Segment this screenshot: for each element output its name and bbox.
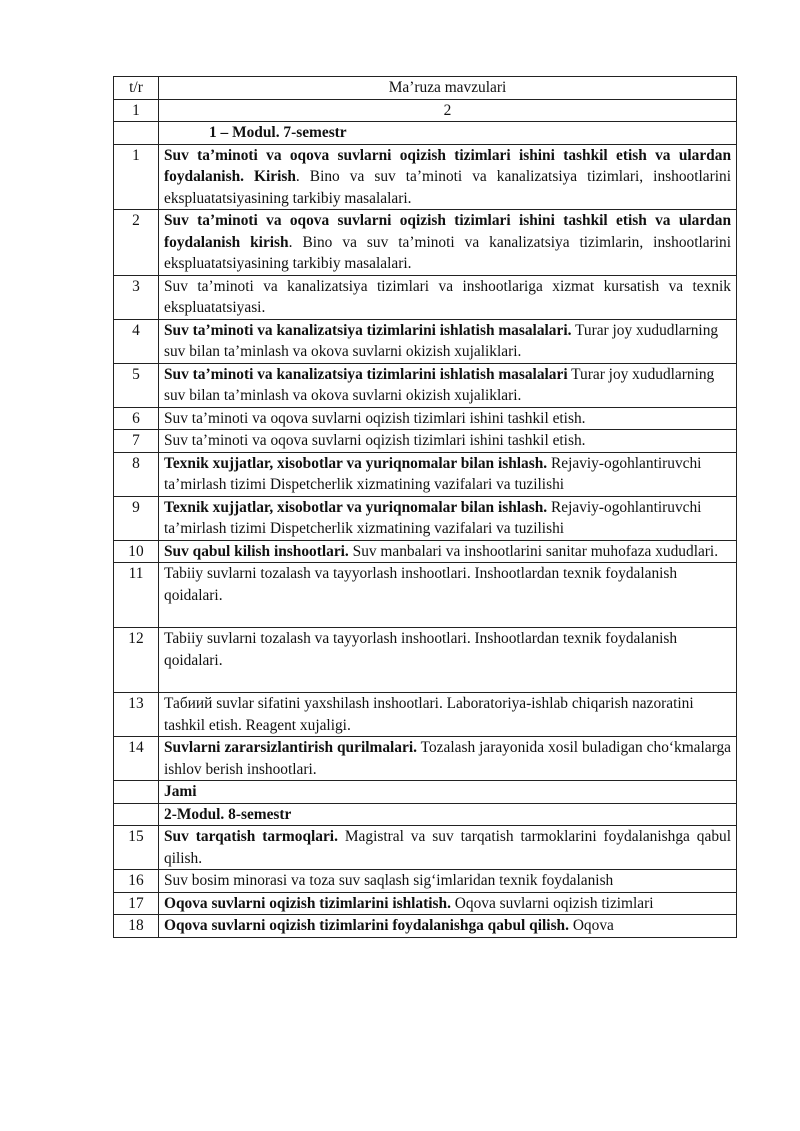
topic-text: Rejaviy-ogohlantiruvchi ta’mirlash tizimi Dispetcherlik xizmatining vazifalari va tuzilishi <box>164 454 702 493</box>
row-topic <box>159 870 737 893</box>
row-number: 3 <box>114 275 159 319</box>
row-number: 7 <box>114 430 159 453</box>
row-number: 13 <box>114 693 159 737</box>
topic-title: Suv ta’minoti va oqova suvlarni oqizish tizimlari ishini tashkil etish va ulardan foydalanish. Kirish <box>164 146 731 185</box>
row-number: 5 <box>114 363 159 407</box>
topic-title: Suv ta’minoti va kanalizatsiya tizimlarini ishlatish masalalari. <box>164 321 572 339</box>
row-topic <box>159 628 737 693</box>
column-number-row <box>114 99 737 122</box>
table-row <box>114 363 737 407</box>
row-number: 18 <box>114 915 159 938</box>
module-2-row <box>114 803 737 826</box>
topic-text: Turar joy xududlarning suv bilan ta’minlash va okova suvlarni okizish xujaliklari. <box>164 365 715 404</box>
row-number: 10 <box>114 540 159 563</box>
header-num: t/r <box>114 77 159 100</box>
topic-title: Texnik xujjatlar, xisobotlar va yuriqnomalar bilan ishlash. <box>164 498 548 516</box>
table-row <box>114 870 737 893</box>
row-topic <box>159 319 737 363</box>
table-row <box>114 430 737 453</box>
jami-label: Jami <box>164 783 197 800</box>
row-topic <box>159 563 737 628</box>
topic-title: Texnik xujjatlar, xisobotlar va yuriqnomalar bilan ishlash. <box>164 454 548 472</box>
header-title: Ma’ruza mavzulari <box>159 77 737 100</box>
row-number: 15 <box>114 826 159 870</box>
topic-text: Oqova suvlarni oqizish tizimlari <box>450 894 654 912</box>
topic-text: Suv ta’minoti va oqova suvlarni oqizish tizimlari ishini tashkil etish. <box>164 409 586 427</box>
row-topic <box>159 915 737 938</box>
topic-text: Suv manbalari va inshootlarini sanitar muhofaza xududlari. <box>348 542 719 560</box>
topic-text: Tabiiy suvlarni tozalash va tayyorlash inshootlari. Inshootlardan texnik foydalanish qoidalari. <box>164 565 678 604</box>
table-row <box>114 563 737 628</box>
row-number: 6 <box>114 407 159 430</box>
table-row <box>114 407 737 430</box>
topic-title: Oqova suvlarni oqizish tizimlarini foydalanishga qabul qilish. <box>164 917 569 934</box>
row-number: 14 <box>114 737 159 781</box>
row-number: 1 <box>114 144 159 210</box>
table-row <box>114 452 737 496</box>
row-topic <box>159 892 737 915</box>
module-1-row <box>114 122 737 145</box>
row-topic <box>159 737 737 781</box>
table-row <box>114 826 737 870</box>
row-number: 4 <box>114 319 159 363</box>
table-row <box>114 144 737 210</box>
table-row <box>114 496 737 540</box>
table-header-row <box>114 77 737 100</box>
row-topic <box>159 540 737 563</box>
lecture-topics-table <box>113 76 737 938</box>
topic-text: Suv ta’minoti va oqova suvlarni oqizish tizimlari ishini tashkil etish. <box>164 432 586 449</box>
table-row <box>114 275 737 319</box>
row-number: 2 <box>114 210 159 276</box>
topic-text: Magistral va suv tarqatish tarmoklarini foydalanishga qabul qilish. <box>164 828 732 867</box>
row-topic <box>159 452 737 496</box>
row-number: 9 <box>114 496 159 540</box>
row-number: 17 <box>114 892 159 915</box>
topic-text: Suv ta’minoti va kanalizatsiya tizimlari va inshootlariga xizmat kursatish va texnik ekspluatatsiyasi. <box>164 277 731 316</box>
row-topic <box>159 407 737 430</box>
topic-text: Табиий suvlar sifatini yaxshilash inshootlari. Laboratoriya-ishlab chiqarish nazoratini tashkil etish. Reagent xujaligi. <box>164 695 694 734</box>
colnum-1: 1 <box>114 99 159 122</box>
module-1-heading: 1 – Modul. 7-semestr <box>209 124 347 141</box>
row-topic <box>159 144 737 210</box>
row-number: 8 <box>114 452 159 496</box>
topic-title: Suv ta’minoti va oqova suvlarni oqizish tizimlari ishini tashkil etish va ulardan foydalanish kirish <box>164 212 731 251</box>
table-row <box>114 540 737 563</box>
topic-text: Oqova <box>568 917 614 934</box>
topic-text: Tozalash jarayonida xosil buladigan cho‘kmalarga ishlov berish inshootlari. <box>164 739 731 778</box>
row-number: 12 <box>114 628 159 693</box>
topic-text: Rejaviy-ogohlantiruvchi ta’mirlash tizimi Dispetcherlik xizmatining vazifalari va tuzilishi <box>164 498 702 537</box>
topic-text: Turar joy xududlarning suv bilan ta’minlash va okova suvlarni okizish xujaliklari. <box>164 321 719 360</box>
row-number: 16 <box>114 870 159 893</box>
row-topic <box>159 210 737 276</box>
topic-title: Oqova suvlarni oqizish tizimlarini ishlatish. <box>164 894 451 912</box>
topic-text: . Bino va suv ta’minoti va kanalizatsiya tizimlarin, inshootlarini ekspluatatsiyasining tarkibiy masalalari. <box>164 233 731 272</box>
topic-text: . Bino va suv ta’minoti va kanalizatsiya tizimlari, inshootlarini ekspluatatsiyasining tarkibiy masalalari. <box>164 168 731 207</box>
module-2-rows <box>114 826 737 938</box>
row-number: 11 <box>114 563 159 628</box>
module-1-rows <box>114 144 737 781</box>
topic-title: Suv ta’minoti va kanalizatsiya tizimlarini ishlatish masalalari <box>164 365 568 383</box>
row-topic <box>159 430 737 453</box>
topic-title: Suv tarqatish tarmoqlari. <box>164 828 338 845</box>
table-row <box>114 319 737 363</box>
table-row <box>114 693 737 737</box>
row-topic <box>159 275 737 319</box>
topic-text: Tabiiy suvlarni tozalash va tayyorlash inshootlari. Inshootlardan texnik foydalanish qoidalari. <box>164 630 678 669</box>
table-row <box>114 737 737 781</box>
table-row <box>114 210 737 276</box>
topic-title: Suv qabul kilish inshootlari. <box>164 542 349 560</box>
row-topic <box>159 693 737 737</box>
colnum-2: 2 <box>159 99 737 122</box>
table-row <box>114 892 737 915</box>
module-2-heading: 2-Modul. 8-semestr <box>164 805 292 823</box>
row-topic <box>159 826 737 870</box>
row-topic <box>159 496 737 540</box>
topic-title: Suvlarni zararsizlantirish qurilmalari. <box>164 739 417 756</box>
table-row <box>114 915 737 938</box>
row-topic <box>159 363 737 407</box>
table-row <box>114 628 737 693</box>
jami-row <box>114 781 737 804</box>
topic-text: Suv bosim minorasi va toza suv saqlash sig‘imlaridan texnik foydalanish <box>164 872 614 889</box>
